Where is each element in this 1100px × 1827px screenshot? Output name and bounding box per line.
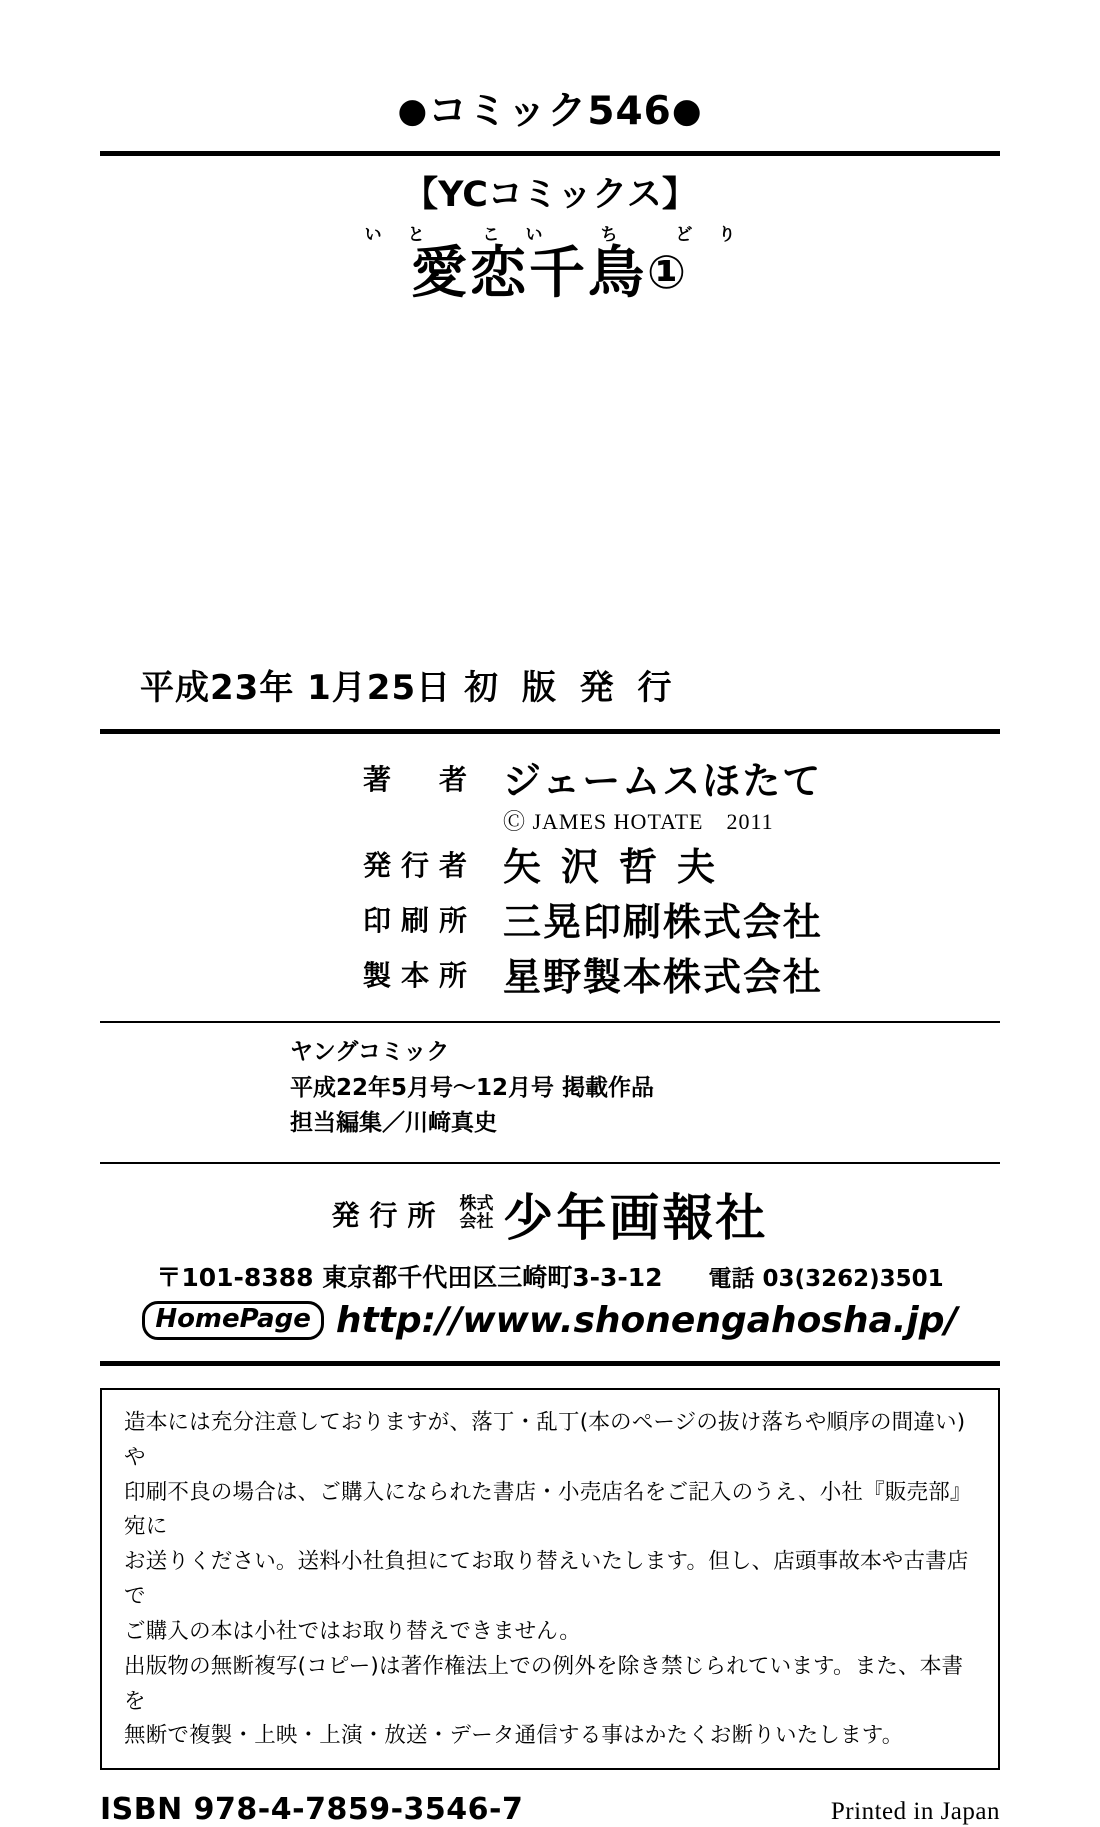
homepage-url[interactable]: http://www.shonengahosha.jp/ — [335, 1299, 958, 1341]
divider-credits-bottom — [100, 1021, 1000, 1023]
edition-label: 初 版 発 行 — [463, 668, 678, 708]
credit-spacer — [277, 805, 503, 836]
kabushiki-line1: 株式 — [459, 1194, 494, 1215]
publisher-name: 少年画報社 — [503, 1188, 769, 1247]
magazine-block — [290, 1035, 1100, 1142]
divider-top — [100, 151, 1000, 156]
series-code: コミック546 — [428, 89, 672, 134]
credit-value-author: ジェームスほたて — [502, 759, 823, 803]
table-row — [277, 805, 823, 836]
notice-line-3: お送りください。送料小社負担にてお取り替えいたします。但し、店頭事故本や古書店で — [124, 1549, 969, 1610]
volume-number: ① — [647, 244, 689, 299]
table-row — [277, 946, 823, 1001]
table-row — [277, 891, 823, 946]
book-title — [0, 240, 1100, 306]
divider-colophon-top — [100, 729, 1000, 734]
magazine-editor: 担当編集／川﨑真史 — [290, 1110, 497, 1137]
credit-value-printer: 三晃印刷株式会社 — [502, 900, 823, 944]
homepage-badge: HomePage — [142, 1301, 324, 1340]
divider-notice-top — [100, 1361, 1000, 1366]
notice-line-2: 印刷不良の場合は、ご購入になられた書店・小売店名をご記入のうえ、小社『販売部』宛に — [124, 1479, 972, 1540]
notice-line-1: 造本には充分注意しておりますが、落丁・乱丁(本のページの抜け落ちや順序の間違い)や — [124, 1409, 966, 1470]
divider-magazine-bottom — [100, 1162, 1000, 1164]
credit-label-author: 著 者 — [362, 762, 477, 796]
magazine-name: ヤングコミック — [290, 1039, 450, 1065]
credit-label-printer: 印刷所 — [362, 903, 477, 937]
credit-label-binder: 製本所 — [362, 958, 477, 992]
credit-value-publisher-person: 矢沢哲夫 — [502, 845, 735, 889]
publisher-row — [0, 1178, 1100, 1250]
publisher-address-row — [0, 1258, 1100, 1294]
bullet-left-icon: ● — [397, 91, 429, 131]
homepage-row — [0, 1300, 1100, 1341]
table-row — [277, 750, 823, 805]
isbn-number: ISBN 978-4-7859-3546-7 — [100, 1792, 524, 1827]
notice-line-5: 出版物の無断複写(コピー)は著作権法上での例外を除き禁じられています。また、本書を — [124, 1653, 964, 1714]
imprint-label: 【YCコミックス】 — [403, 175, 697, 215]
copyright-line: Ⓒ JAMES HOTATE 2011 — [502, 809, 774, 834]
notice-line-4: ご購入の本は小社ではお取り替えできません。 — [124, 1618, 581, 1644]
publisher-label: 発行所 — [331, 1198, 446, 1232]
publisher-telephone: 電話 03(3262)3501 — [708, 1265, 944, 1292]
credit-label-publisher-person: 発行者 — [362, 848, 477, 882]
series-code-line — [0, 0, 1100, 134]
colophon-block — [0, 660, 1100, 1827]
title-block — [0, 224, 1100, 306]
publisher-postal-address: 〒101-8388 東京都千代田区三崎町3-3-12 — [156, 1262, 663, 1292]
notice-line-6: 無断で複製・上映・上演・放送・データ通信する事はかたくお断りいたします。 — [124, 1723, 904, 1749]
publication-date-line — [140, 660, 1100, 709]
printed-in-japan: Printed in Japan — [830, 1798, 1000, 1826]
credit-value-binder: 星野製本株式会社 — [502, 955, 823, 999]
book-title-text: 愛恋千鳥 — [411, 240, 648, 306]
publication-date: 平成23年 1月25日 — [140, 668, 452, 708]
table-row — [277, 836, 823, 891]
kabushiki-line2: 会社 — [459, 1211, 494, 1232]
credits-table — [277, 750, 823, 1001]
bullet-right-icon: ● — [671, 91, 703, 131]
title-ruby: いと こい ち どり — [364, 224, 762, 245]
kabushiki-gaisha-mark — [460, 1196, 494, 1232]
notice-box — [100, 1388, 1000, 1770]
magazine-issues: 平成22年5月号〜12月号 掲載作品 — [290, 1074, 655, 1101]
page-footer — [100, 1792, 1000, 1827]
